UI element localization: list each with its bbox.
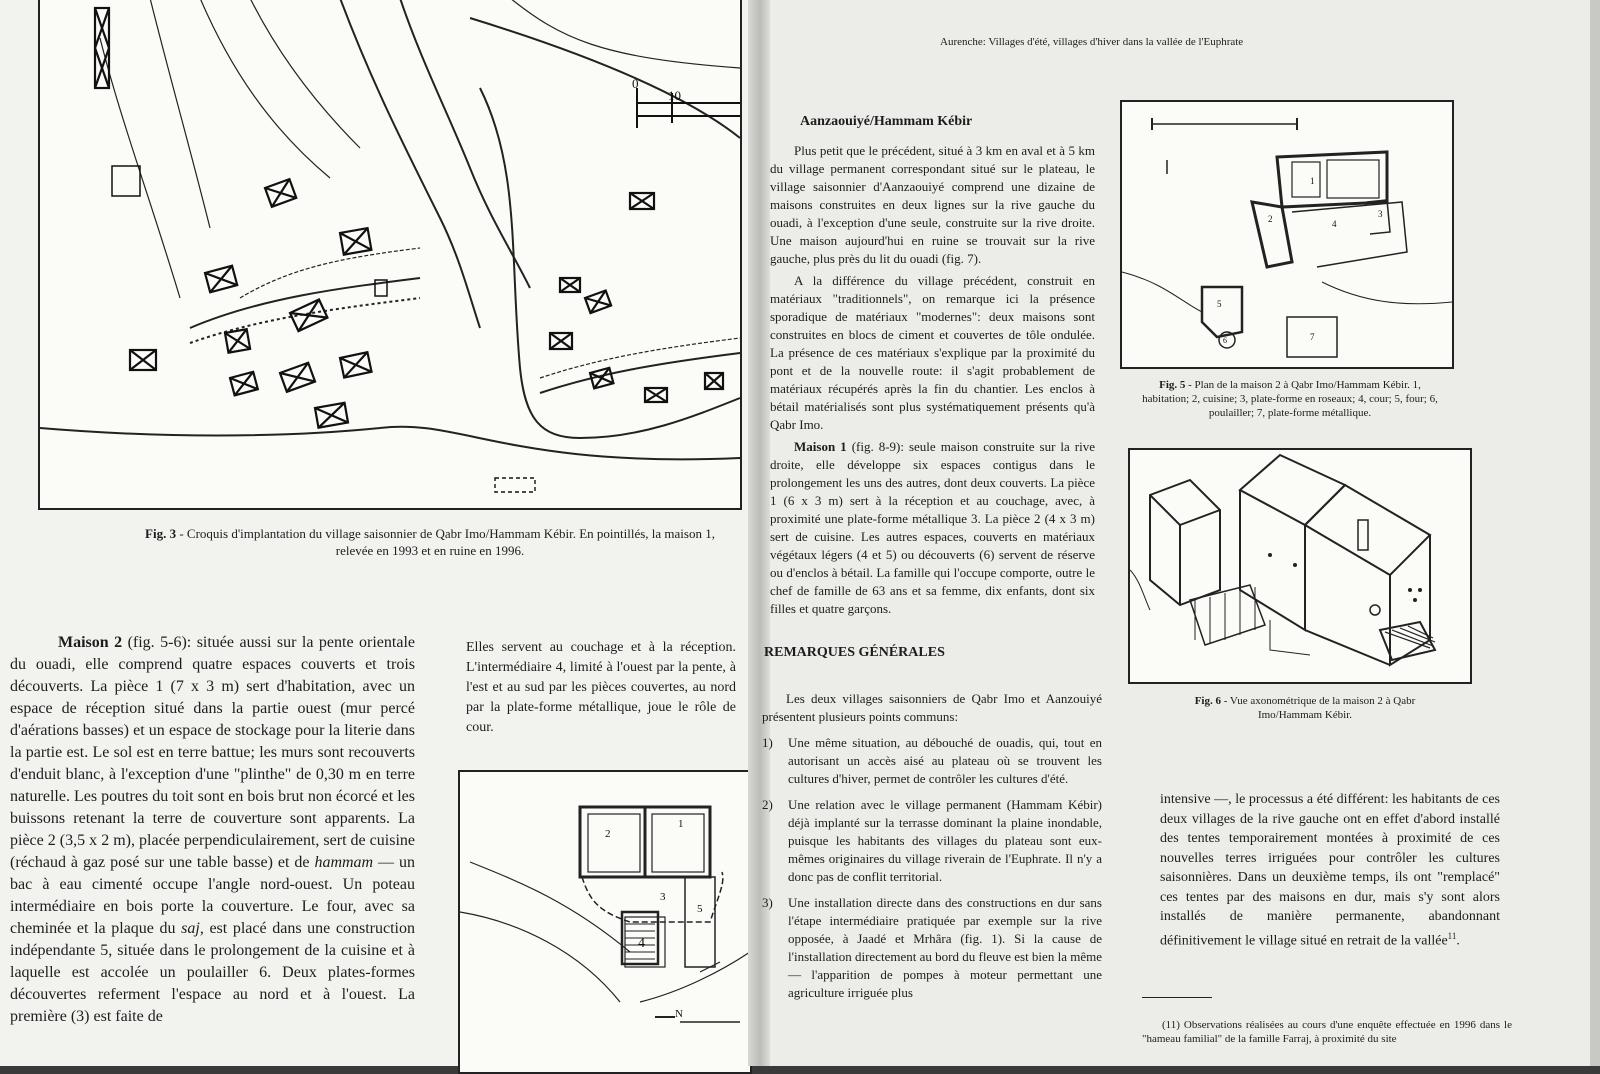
list-num-2: 2) (762, 797, 773, 812)
para-processus: intensive —, le processus a été différent: les habitants de ces deux villages de la rive gauche ont en effet d'abord installé des tentes temporairement montées à proximité de ces nouvelles terres irriguées pour contrôler les cultures saisonnières. Dans un deuxième temps, ils ont "remplacé" ces tentes par des maisons en dur, mais s'y sont alors installés de manière permanente, abandonnant définitivement le village situé en retrait de la vallée (1160, 792, 1500, 949)
fig5-label-4: 4 (1332, 219, 1337, 229)
fig-bottom-plan (458, 770, 752, 1074)
fig5-label-6: 6 (1223, 336, 1227, 345)
north-label: N (675, 1008, 683, 1020)
left-column-2 (466, 638, 736, 738)
fig6-axonometric (1128, 448, 1472, 684)
right-column-1-lower (762, 690, 1102, 1010)
left-column-1 (10, 632, 415, 1028)
list-item-1 (762, 734, 1102, 788)
right-column-2-text (1160, 790, 1500, 951)
plan-label-4: 4 (638, 936, 645, 951)
fig5-label-3: 3 (1378, 209, 1383, 219)
fig6-axonometric-drawing (1130, 450, 1470, 682)
section-title-aanzaouiye: Aanzaouiyé/Hammam Kébir (800, 114, 973, 129)
col2-text: Elles servent au couchage et à la réception. L'intermédiaire 4, limité à l'ouest par la pente, à l'est et au sud par les pièces couvertes, au nord par la plate-forme métallique, joue le rôle de cour. (466, 640, 736, 735)
plan-label-5: 5 (697, 903, 703, 915)
fig5-caption (1140, 378, 1440, 420)
scale-label-0: 0 (632, 76, 639, 91)
fig5-caption-text: - Plan de la maison 2 à Qabr Imo/Hammam Kébir. 1, habitation; 2, cuisine; 3, plate-forme en roseaux; 4, cour; 5, four; 6, poulailler; 7, plate-forme métallique. (1142, 379, 1438, 419)
fig5-label-7: 7 (1310, 332, 1315, 342)
fig3-map (38, 0, 742, 510)
scale-label-10: 10 (668, 88, 681, 103)
fig6-caption-text: - Vue axonométrique de la maison 2 à Qabr Imo/Hammam Kébir. (1220, 695, 1416, 721)
fig6-caption-label: Fig. 6 (1194, 695, 1221, 707)
maison2-lead: Maison 2 (58, 634, 123, 651)
footnote-ref-11: 11 (1447, 930, 1457, 941)
list-text-2: Une relation avec le village permanent (Hammam Kébir) déjà implanté sur la terrasse dominant la plaine inondable, puisque les habitants des villages du plateau sont eux-mêmes originaires du village riverain de l'Euphrate. Il n'y a donc pas de conflit territorial. (788, 797, 1102, 884)
running-head: Aurenche: Villages d'été, villages d'hiver dans la vallée de l'Euphrate (940, 36, 1244, 48)
fig5-label-5: 5 (1217, 299, 1222, 309)
plan-label-2: 2 (605, 828, 611, 840)
fig3-caption-text: - Croquis d'implantation du village saisonnier de Qabr Imo/Hammam Kébir. En pointillés, la maison 1, relevée en 1993 et en ruine en 1996. (176, 526, 715, 558)
maison2-text-a: (fig. 5-6): située aussi sur la pente orientale du ouadi, elle comprend quatre espaces couverts et trois découverts. La pièce 1 (7 x 3 m) sert d'habitation, avec un espace de réception situé dans la partie ouest (mur percé d'aérations basses) et un espace de stockage pour la literie dans la partie est. Le sol est en terre battue; les murs sont recouverts d'enduit blanc, à l'exception d'une "plinthe" de 0,30 m en terre naturelle. Les poutres du toit sont en bois brut non écorcé et les buissons retenant la terre de couverture sont apparents. La pièce 2 (3,5 x 2 m), placée perpendiculairement, sert de cuisine (réchaud à gaz posé sur une table basse) et de (10, 634, 415, 871)
maison2-text-b: — un bac à eau cimenté occupe l'angle nord-ouest. Un poteau intermédiaire en bois porte la couverture. Le four, avec sa cheminée et la plaque du (10, 854, 415, 937)
plan-label-1: 1 (678, 818, 684, 830)
para-remarques-intro: Les deux villages saisonniers de Qabr Imo et Aanzouiyé présentent plusieurs points communs: (762, 691, 1102, 724)
footnote-rule (1142, 997, 1212, 998)
fig5-label-2: 2 (1268, 214, 1273, 224)
right-column-1 (770, 142, 1095, 618)
list-num-1: 1) (762, 735, 773, 750)
maison2-italic-b: saj (181, 920, 200, 937)
right-page (762, 0, 1590, 1066)
fig5-label-1: 1 (1310, 176, 1315, 186)
para-aanzaouiye-2: A la différence du village précédent, construit en matériaux "traditionnels", on remarque ici la présence sporadique de matériaux "modernes": deux maisons sont construites en blocs de ciment et couvertes de tôle ondulée. La présence de ces matériaux s'explique par la proximité du pont et de la nouvelle route: il s'agit probablement de matériaux récupérés après la fin du chantier. Les enclos à bétail matérialisés sont plus systématiquement présents qu'à Qabr Imo. (770, 273, 1095, 432)
para-aanzaouiye-1: Plus petit que le précédent, situé à 3 km en aval et à 5 km du village permanent correspondant situé sur le plateau, le village saisonnier d'Aanzaouiyé comprend une dizaine de maisons construites en deux lignes sur la rive gauche du ouadi, à l'exception d'une seule, construite sur la rive droite. Une maison aujourd'hui en ruine se trouvait sur la rive gauche, plus près du lit du ouadi (fig. 7). (770, 143, 1095, 266)
fig-bottom-plan-drawing (460, 772, 750, 1072)
list-item-2 (762, 796, 1102, 886)
maison1-text: (fig. 8-9): seule maison construite sur la rive droite, elle développe six espaces contigus dans le prolongement les uns des autres, dont deux couverts. La pièce 1 (6 x 3 m) sert à la réception et au couchage, avec, à proximité une plate-forme métallique 3. La pièce 2 (4 x 3 m) sert de cuisine. Les autres espaces, couverts en matériaux végétaux légers (4 et 5) ou découverts (6) servent de réserve ou d'enclos à bétail. La famille qui l'occupe comporte, outre le chef de famille de 63 ans et sa femme, dix enfants, dont six filles et quatre garçons. (770, 439, 1095, 616)
list-num-3: 3) (762, 895, 773, 910)
section-title-remarques: REMARQUES GÉNÉRALES (764, 645, 945, 660)
fig5-caption-label: Fig. 5 (1159, 379, 1186, 391)
maison2-italic-a: hammam (314, 854, 374, 871)
list-text-1: Une même situation, au débouché de ouadis, qui, tout en autorisant un accès aisé au plateau où se trouvent les cultures d'hiver, permet de contrôler les cultures d'été. (788, 735, 1102, 786)
fig5-plan-drawing (1122, 102, 1452, 367)
maison2-text-c: , est placé dans une construction indépendante 5, située dans le prolongement de la cuisine et à laquelle est accolée un poulailler 6. Deux plates-formes découvertes referment l'espace au nord et à l'ouest. La première (3) est faite de (10, 920, 415, 1025)
left-page (0, 0, 760, 1066)
maison1-lead: Maison 1 (794, 439, 847, 454)
fig6-caption (1190, 694, 1420, 722)
footnote-11: (11) Observations réalisées au cours d'une enquête effectuée en 1996 dans le "hameau familial" de la famille Farraj, à proximité du site (1142, 1019, 1512, 1045)
fig3-caption (140, 525, 720, 559)
fig3-caption-label: Fig. 3 (145, 526, 177, 541)
fig5-plan (1120, 100, 1454, 369)
page-stack-edge (1590, 0, 1600, 1066)
list-text-3: Une installation directe dans des constructions en dur sans l'étape intermédiaire pratiquée par exemple sur la rive opposée, à Jaadé et Mrhâra (fig. 1). Si la cause de l'installation directement au bord du fleuve est bien la même — l'apparition de pompes à moteur permettant une agriculture irriguée plus (788, 895, 1102, 1000)
list-item-3 (762, 894, 1102, 1002)
fig3-map-drawing (40, 0, 740, 508)
plan-label-3: 3 (660, 891, 666, 903)
para-processus-end: . (1456, 933, 1460, 949)
